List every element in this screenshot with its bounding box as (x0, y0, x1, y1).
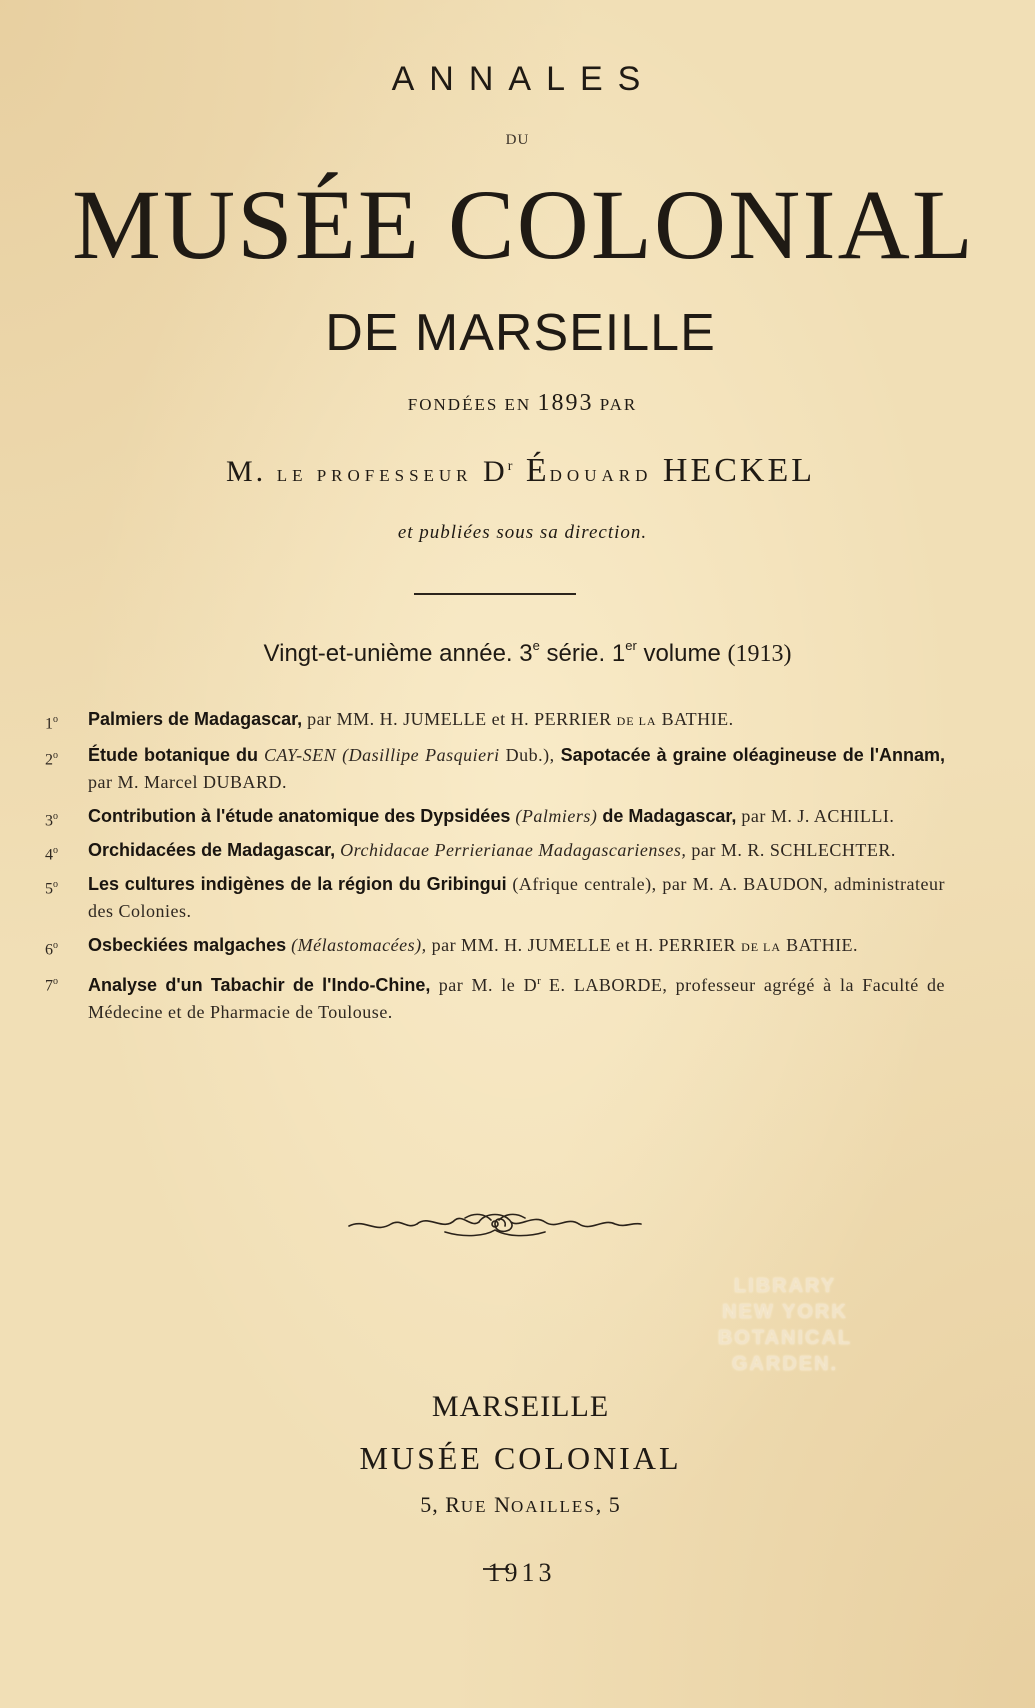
founder-line (0, 452, 1035, 490)
museum-name: MUSÉE COLONIAL (72, 169, 975, 280)
series-title-annales: ANNALES (391, 60, 656, 98)
imprint-year: 1913 (487, 1558, 556, 1587)
founding-line (0, 390, 1035, 417)
founder-title: LE PROFESSEUR (276, 466, 473, 485)
item-number: 4$^o$ (45, 845, 58, 864)
publication-note: et publiées sous sa direction. (397, 522, 648, 543)
table-of-contents (45, 706, 945, 1033)
item-number: 7$^o$ (45, 976, 58, 995)
series-title-du: DU (505, 132, 530, 148)
founder-m: M. (226, 455, 267, 488)
founder-dr: $D^r$ (483, 455, 516, 488)
divider-rule (414, 593, 576, 595)
founding-year: 1893 (537, 390, 594, 416)
museum-city: DE MARSEILLE (325, 304, 716, 362)
imprint-publisher: MUSÉE COLONIAL (359, 1440, 682, 1476)
founding-label: FONDÉES EN (407, 395, 532, 414)
founder-surname: HECKEL (662, 452, 815, 489)
item-number: 6$^o$ (45, 940, 58, 959)
contents-item: 5$^o$ Les cultures indigènes de la région du Gribingui (Afrique centrale), par M. A. BAUDON, administrateur des Colonies. (45, 871, 945, 925)
founder-firstname: ÉDOUARD (525, 452, 653, 489)
imprint-city: MARSEILLE (431, 1390, 610, 1423)
volume-year: (1913) (727, 641, 792, 667)
item-number: 1$^o$ (45, 714, 58, 733)
imprint-address: 5, RUE NOAILLES, 5 (420, 1492, 621, 1517)
founding-par: PAR (599, 395, 638, 414)
library-stamp: LIBRARY NEW YORK BOTANICAL GARDEN. (717, 1275, 853, 1375)
contents-item: 7$^o$ Analyse d'un Tabachir de l'Indo-Chine, par M. le $D^r$ E. LABORDE, professeur agrégé à la Faculté de Médecine et de Pharmacie de Toulouse. (45, 968, 945, 1026)
contents-item: 4$^o$ Orchidacées de Madagascar, Orchidacae Perrierianae Madagascarienses, par M. R. SCHLECHTER. (45, 837, 945, 864)
contents-item: 2$^o$ Étude botanique du CAY-SEN (Dasillipe Pasquieri Dub.), Sapotacée à graine oléagineuse de l'Annam, par M. Marcel DUBARD. (45, 742, 945, 796)
fleuron-ornament-icon (345, 1210, 645, 1240)
item-number: 5$^o$ (45, 879, 58, 898)
contents-item: 6$^o$ Osbeckiées malgaches (Mélastomacées), par MM. H. JUMELLE et H. PERRIER DE LA BATHIE. (45, 932, 945, 961)
contents-item: 1$^o$ Palmiers de Madagascar, par MM. H. JUMELLE et H. PERRIER DE LA BATHIE. (45, 706, 945, 735)
volume-line: Vingt-et-unième année. 3e série. 1er volume (1913) (263, 638, 792, 667)
item-number: 2$^o$ (45, 750, 58, 769)
contents-item: 3$^o$ Contribution à l'étude anatomique des Dypsidées (Palmiers) de Madagascar, par M. J. ACHILLI. (45, 803, 945, 830)
item-number: 3$^o$ (45, 811, 58, 830)
